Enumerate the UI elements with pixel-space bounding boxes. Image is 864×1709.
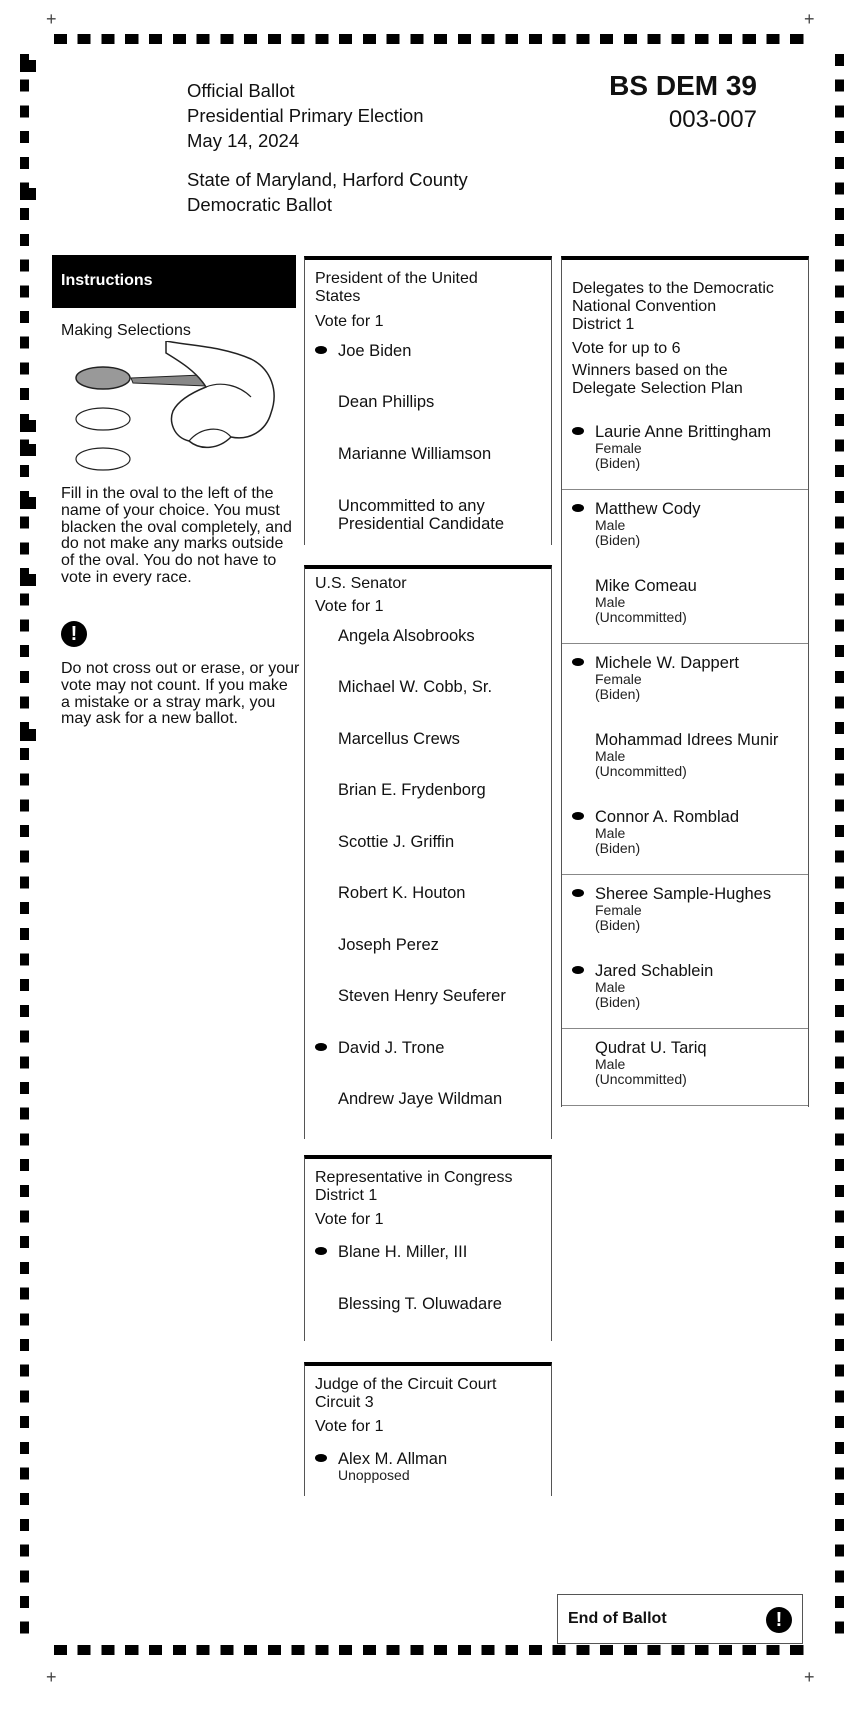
candidate-name: Andrew Jaye Wildman	[338, 1090, 503, 1108]
ballot-oval[interactable]	[315, 991, 327, 999]
vote-for-label: Vote for 1	[315, 313, 384, 330]
vote-for-label: Vote for 1	[315, 598, 384, 615]
ballot-oval-filled[interactable]	[572, 966, 584, 974]
contest-title: Delegates to the Democratic National Convention District 1	[572, 280, 774, 333]
warning-instructions: Do not cross out or erase, or your vote may not count. If you make a mistake or a stray mark, you may ask for a new ballot.	[61, 660, 300, 728]
candidate-name: Jared Schablein	[595, 962, 714, 980]
registration-mark	[20, 497, 36, 509]
precinct-number: 003-007	[668, 106, 757, 133]
ballot-oval-filled[interactable]	[315, 1454, 327, 1462]
candidate-name: Joe Biden	[338, 342, 412, 360]
candidate-gender: Male	[595, 517, 626, 533]
candidate-name: Angela Alsobrooks	[338, 627, 475, 645]
registration-mark	[20, 444, 36, 456]
ballot-oval[interactable]	[315, 1094, 327, 1102]
ballot-oval[interactable]	[315, 888, 327, 896]
ballot-header	[187, 78, 423, 153]
row-divider	[562, 489, 808, 490]
candidate-name: Steven Henry Seuferer	[338, 987, 506, 1005]
candidate-name: Blane H. Miller, III	[338, 1243, 468, 1261]
ballot-style-code: BS DEM 39	[609, 70, 757, 101]
candidate-name: Sheree Sample-Hughes	[595, 885, 772, 903]
ballot-oval[interactable]	[572, 1043, 584, 1051]
candidate-name: Scottie J. Griffin	[338, 833, 455, 851]
candidate-name: Qudrat U. Tariq	[595, 1039, 707, 1057]
ballot-oval-filled[interactable]	[315, 346, 327, 354]
row-divider	[562, 643, 808, 644]
ballot-oval[interactable]	[315, 734, 327, 742]
candidate-status: Unopposed	[338, 1467, 410, 1483]
ballot-oval[interactable]	[315, 631, 327, 639]
crosshair-icon: +	[46, 9, 57, 29]
candidate-name: Marcellus Crews	[338, 730, 460, 748]
header-line-1: Official Ballot	[187, 80, 295, 101]
candidate-name: Connor A. Romblad	[595, 808, 739, 826]
contest-us-senator	[304, 565, 552, 1139]
ballot-oval[interactable]	[572, 581, 584, 589]
contest-delegates	[561, 256, 809, 1107]
candidate-name: Michele W. Dappert	[595, 654, 739, 672]
registration-mark	[20, 574, 36, 586]
row-divider	[562, 1105, 808, 1106]
crosshair-icon: +	[804, 1667, 815, 1687]
ballot-oval-filled[interactable]	[315, 1247, 327, 1255]
registration-mark	[20, 60, 36, 72]
selection-plan-note: Winners based on the Delegate Selection Plan	[572, 362, 743, 397]
candidate-name: Robert K. Houton	[338, 884, 466, 902]
candidate-name: Laurie Anne Brittingham	[595, 423, 772, 441]
candidate-affiliation: (Biden)	[595, 455, 641, 471]
top-timing-marks	[54, 34, 806, 44]
vote-for-label: Vote for up to 6	[572, 340, 681, 357]
candidate-affiliation: (Biden)	[595, 840, 641, 856]
candidate-gender: Female	[595, 902, 642, 918]
ballot-oval-filled[interactable]	[572, 504, 584, 512]
candidate-name: Dean Phillips	[338, 393, 435, 411]
row-divider	[562, 874, 808, 875]
candidate-name: Brian E. Frydenborg	[338, 781, 486, 799]
candidate-affiliation: (Biden)	[595, 917, 641, 933]
exclamation-circle-icon: !	[766, 1607, 792, 1633]
candidate-name: David J. Trone	[338, 1039, 445, 1057]
contest-title: U.S. Senator	[315, 575, 407, 592]
vote-for-label: Vote for 1	[315, 1211, 384, 1228]
header-line-5: Democratic Ballot	[187, 194, 332, 215]
end-of-ballot-label: End of Ballot	[568, 1610, 667, 1627]
ballot-oval[interactable]	[315, 785, 327, 793]
right-timing-marks	[835, 54, 844, 1638]
candidate-name: Mike Comeau	[595, 577, 697, 595]
candidate-gender: Female	[595, 671, 642, 687]
left-timing-marks	[20, 54, 29, 1638]
candidate-name-line2: Presidential Candidate	[338, 515, 505, 533]
candidate-gender: Male	[595, 1056, 626, 1072]
row-divider	[562, 1028, 808, 1029]
exclamation-circle-icon: !	[61, 621, 87, 647]
vote-for-label: Vote for 1	[315, 1418, 384, 1435]
candidate-affiliation: (Biden)	[595, 532, 641, 548]
candidate-name: Alex M. Allman	[338, 1450, 448, 1468]
header-line-2: Presidential Primary Election	[187, 105, 424, 126]
candidate-gender: Male	[595, 825, 626, 841]
ballot-oval[interactable]	[315, 501, 327, 509]
ballot-oval-filled[interactable]	[572, 427, 584, 435]
candidate-gender: Male	[595, 979, 626, 995]
header-line-3: May 14, 2024	[187, 130, 300, 151]
ballot-oval-filled[interactable]	[315, 1043, 327, 1051]
candidate-gender: Male	[595, 594, 626, 610]
contest-president	[304, 256, 552, 545]
ballot-oval[interactable]	[315, 397, 327, 405]
contest-title: President of the United States	[315, 270, 478, 305]
candidate-name: Marianne Williamson	[338, 445, 492, 463]
ballot-oval[interactable]	[315, 682, 327, 690]
candidate-name: Blessing T. Oluwadare	[338, 1295, 502, 1313]
contest-judge-circuit-court	[304, 1362, 552, 1496]
registration-mark	[20, 420, 36, 432]
ballot-oval[interactable]	[315, 449, 327, 457]
ballot-oval-filled[interactable]	[572, 658, 584, 666]
ballot-oval[interactable]	[572, 735, 584, 743]
candidate-name: Joseph Perez	[338, 936, 439, 954]
registration-mark	[20, 729, 36, 741]
making-selections-label: Making Selections	[61, 322, 191, 339]
candidate-gender: Male	[595, 748, 626, 764]
candidate-name: Mohammad Idrees Munir	[595, 731, 779, 749]
bottom-timing-marks	[54, 1645, 806, 1655]
crosshair-icon: +	[804, 9, 815, 29]
candidate-name: Matthew Cody	[595, 500, 701, 518]
end-of-ballot-box	[557, 1594, 803, 1644]
candidate-affiliation: (Uncommitted)	[595, 1071, 687, 1087]
contest-title: Representative in Congress District 1	[315, 1169, 513, 1204]
fill-instructions: Fill in the oval to the left of the name of your choice. You must blacken the oval completely, and do not make any marks outside of the oval. You do not have to vote in every race.	[61, 485, 292, 586]
candidate-affiliation: (Uncommitted)	[595, 609, 687, 625]
candidate-name: Uncommitted to any	[338, 497, 485, 515]
candidate-affiliation: (Uncommitted)	[595, 763, 687, 779]
ballot-oval-filled[interactable]	[572, 812, 584, 820]
registration-mark	[20, 188, 36, 200]
candidate-affiliation: (Biden)	[595, 686, 641, 702]
ballot-oval[interactable]	[315, 837, 327, 845]
ballot-oval-filled[interactable]	[572, 889, 584, 897]
candidate-affiliation: (Biden)	[595, 994, 641, 1010]
candidate-gender: Female	[595, 440, 642, 456]
header-line-4: State of Maryland, Harford County	[187, 169, 468, 190]
ballot-oval[interactable]	[315, 1299, 327, 1307]
contest-title: Judge of the Circuit Court Circuit 3	[315, 1376, 497, 1411]
contest-representative-congress	[304, 1155, 552, 1341]
instructions-heading: Instructions	[52, 255, 296, 308]
ballot-jurisdiction	[187, 167, 468, 217]
crosshair-icon: +	[46, 1667, 57, 1687]
candidate-name: Michael W. Cobb, Sr.	[338, 678, 493, 696]
marking-illustration	[61, 341, 281, 476]
ballot-oval[interactable]	[315, 940, 327, 948]
